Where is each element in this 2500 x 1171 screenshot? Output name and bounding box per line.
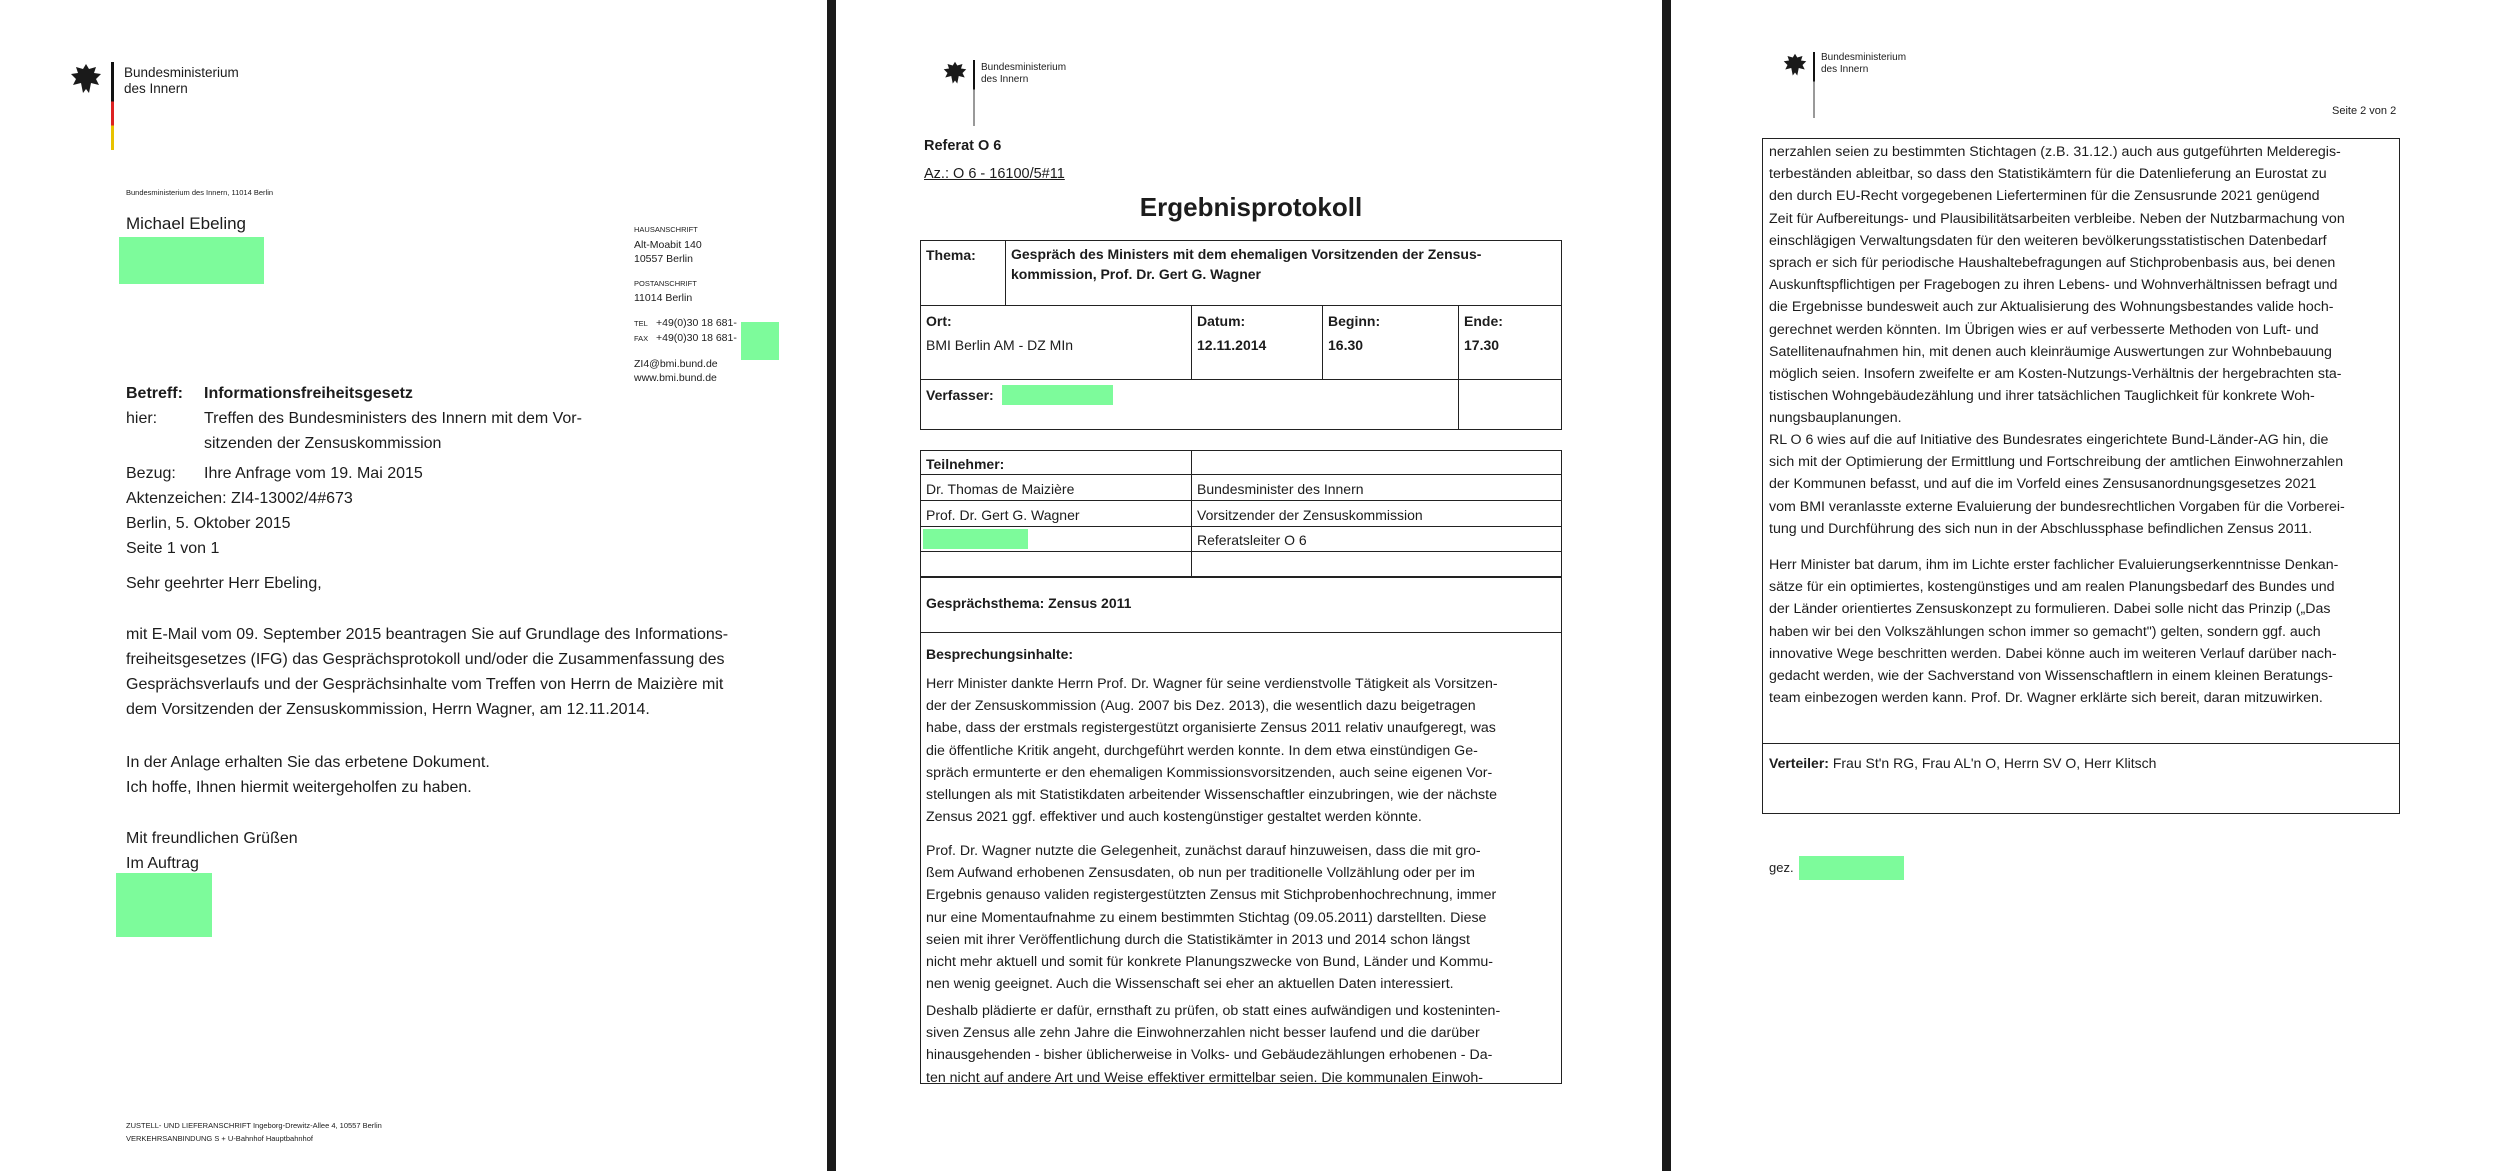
post-label: POSTANSCHRIFT [634,278,697,288]
ref-value: Ihre Anfrage vom 19. Mai 2015 [204,465,423,482]
datum-value: 12.11.2014 [1197,337,1267,353]
table-rule [920,551,1562,552]
minutes-paragraph [1769,554,2393,709]
closing-block [126,826,298,876]
text-line: die öffentliche Kritik angeht, durchgeführt werden konnte. In dem etwa einstündigen Ge- [926,742,1478,759]
letterhead-line1: Bundesministerium [981,62,1067,73]
here-label: hier: [126,410,158,427]
text-line: gerechnet werden könnten. Im Übrigen wies er auf verbesserte Methoden von Luft- und [1769,321,2319,338]
text-line: sätze für ein optimiertes, kostengünstiges und am realen Planungsbedarf des Bundes und [1769,579,2335,596]
salutation: Sehr geehrter Herr Ebeling, [126,575,322,592]
text-line: sich mit der Optimierung der Ermittlung und Fortschreibung der amtlichen Einwohnerzahlen [1769,454,2344,471]
text-line: stellungen als mit Statistikdaten arbeitender Wissenschaftler einzubringen, wie der nächste [926,787,1497,804]
contents-label: Besprechungsinhalte: [926,646,1074,662]
ende-value: 17.30 [1464,337,1500,353]
sender-line: Bundesministerium des Innern, 11014 Berlin [126,188,274,197]
recipient-name: Michael Ebeling [126,214,247,233]
participant-name: Prof. Dr. Gert G. Wagner [926,507,1080,523]
redaction [1002,385,1113,405]
subject-label: Betreff: [126,385,183,402]
address-block [634,223,737,386]
flag-bar [1813,52,1815,118]
text-line: Zensus 2021 ggf. effektiver und auch kostengünstiger gestaltet werden könnte. [926,809,1422,826]
text-line: haben wir bei den Volkszählungen schon immer so gemacht") gelten, sondern ggf. auch [1769,623,2321,640]
letter-body-2 [126,750,490,800]
table-rule [920,474,1562,475]
footer-line: VERKEHRSANBINDUNG S + U-Bahnhof Hauptbahnhof [126,1134,313,1143]
verfasser-label: Verfasser: [926,387,994,403]
table-rule [920,305,1562,306]
table-rule [1762,743,2400,744]
body-line: Ich hoffe, Ihnen hiermit weitergeholfen zu haben. [126,779,472,796]
distribution-line [1769,755,2156,771]
flag-bar [973,60,975,126]
footer-line: ZUSTELL- UND LIEFERANSCHRIFT Ingeborg-Drewitz-Allee 4, 10557 Berlin [126,1121,382,1130]
page-number: Seite 2 von 2 [2332,105,2397,117]
minutes-paragraph [1769,429,2393,540]
conversation-topic: Gesprächsthema: Zensus 2011 [926,595,1132,611]
house-street: Alt-Moabit 140 [634,238,702,251]
protocol-page-1 [836,0,1662,1171]
text-line: team einbezogen werden kann. Prof. Dr. Wagner erklärte sich bereit, daran mitzuwirken. [1769,690,2323,707]
text-line: RL O 6 wies auf die auf Initiative des Bundesrates eingerichtete Bund-Länder-AG hin, die [1769,432,2329,448]
text-line: innovative Wege beschritten werden. Dabei könne auch im weiteren Verlauf darüber nach- [1769,645,2337,662]
participant-role: Bundesminister des Innern [1197,481,1364,497]
here-line2: sitzenden der Zensuskommission [204,435,442,452]
beginn-value: 16.30 [1328,337,1364,353]
text-line: nur eine Momentaufnahme zu einem bestimmten Stichtag (09.05.2011) darstellten. Diese [926,909,1487,926]
subject-value: Informationsfreiheitsgesetz [204,385,413,402]
thema-value [1011,244,1556,284]
tel-label: TEL [634,318,648,328]
letter-body-1 [126,622,766,722]
table-rule [1191,450,1192,577]
redaction [923,529,1028,549]
letterhead-line2: des Innern [1821,63,1869,75]
body-line: freiheitsgesetzes (IFG) das Gesprächsprotokoll und/oder die Zusammenfassung des [126,651,725,668]
file-number: Aktenzeichen: ZI4-13002/4#673 [126,490,353,507]
fax-value: +49(0)30 18 681- [656,332,737,344]
house-city: 10557 Berlin [634,253,693,265]
text-line: gedacht werden, wie der Sachverstand von Wissenschaftlern in einem kleinen Beratungs- [1769,668,2333,685]
reference-block [126,461,423,561]
text-line: seien mit ihrer Veröffentlichung durch die Statistikämter in 2013 und 2014 schon längst [926,931,1470,948]
here-line1: Treffen des Bundesministers des Innern mit dem Vor- [204,410,582,427]
signature-redaction [116,873,212,937]
minutes-paragraph [1769,141,2393,430]
thema-label: Thema: [926,247,976,263]
text-line: der Kommunen befasst, und auf die im Vorfeld eines Zensusanordnungsgesetzes 2021 [1769,476,2317,493]
minutes-paragraph [926,1000,1556,1089]
text-line: tung und Durchführung des sich nun in der Abschlussphase befindlichen Zensus 2011. [1769,520,2313,537]
web-link[interactable]: www.bmi.bund.de [634,372,717,384]
text-line: terbeständen ableitbar, so dass den Statistikämtern für die Datenlieferung an Eurostat zu [1769,166,2327,183]
letterhead-line1: Bundesministerium [1821,52,1907,63]
text-line: der Länder orientiertes Zensuskonzept zu formulieren. Dabei solle nicht das Prinzip („Das [1769,601,2331,618]
participant-name: Dr. Thomas de Maizière [926,481,1075,497]
text-line: nerzahlen seien zu bestimmten Stichtagen (z.B. 31.12.) auch aus gutgeführten Melderegis- [1769,144,2341,160]
text-line: Zeit für Aufbereitungs- und Plausibilitätsarbeiten verbleibe. Neben der Nutzbarmachung von [1769,210,2345,227]
letterhead-line2: des Innern [981,73,1029,85]
text-line: Auskunftspflichtigen per Fragebogen zu ihren Lebens- und Wohnverhältnissen befragt und [1769,277,2338,294]
text-line: einschlägigen Verwaltungsdaten für den weiteren bevölkerungsstatistischen Datenbedarf [1769,232,2327,249]
ref-label: Bezug: [126,465,176,482]
footer [126,1119,382,1145]
post-city: 11014 Berlin [634,292,693,304]
table-rule [1191,305,1192,379]
body-line: Gesprächsverlaufs und der Gesprächsinhalte vom Treffen von Herrn de Maizière mit [126,676,724,693]
ende-label: Ende: [1464,313,1503,329]
federal-eagle-icon [1783,52,1807,78]
redaction [741,322,779,360]
text-line: sprach er sich für periodische Haushaltebefragungen auf Stichprobenbasis aus, bei denen [1769,255,2336,272]
text-line: spräch ermunterte er den ehemaligen Kommissionsvorsitzenden, auch seine eigenen Vor- [926,764,1493,781]
participant-role: Vorsitzender der Zensuskommission [1197,507,1423,523]
text-line: ßem Aufwand erhobenen Zensusdaten, ob nun per traditionelle Vollzählung oder per im [926,865,1475,882]
text-line: der der Zensuskommission (Aug. 2007 bis Dez. 2013), die wesentlich dazu beigetragen [926,698,1476,715]
beginn-label: Beginn: [1328,313,1381,329]
closing-line: Mit freundlichen Grüßen [126,830,298,847]
teilnehmer-label: Teilnehmer: [926,456,1005,472]
file-reference: Az.: O 6 - 16100/5#11 [924,166,1065,182]
subject-block [126,381,582,456]
letterhead-line1: Bundesministerium [124,65,239,80]
email-link[interactable]: ZI4@bmi.bund.de [634,357,718,370]
signature-prefix: gez. [1769,860,1794,875]
house-label: HAUSANSCHRIFT [634,225,698,234]
text-line: möglich seien. Insofern zweifelte er am Kosten-Nutzungs-Verhältnis der hergebrachten sta- [1769,366,2342,383]
closing-line: Im Auftrag [126,855,199,872]
table-rule [920,632,1562,633]
table-rule [920,500,1562,501]
datum-label: Datum: [1197,313,1246,329]
participant-role: Referatsleiter O 6 [1197,532,1307,548]
text-line: die Ergebnisse bundesweit auch zur Aktualisierung des Wohnungsbestandes valide hoch- [1769,299,2334,316]
referat: Referat O 6 [924,138,1002,154]
redaction [119,237,264,284]
protocol-page-2 [1671,0,2500,1171]
text-line: Herr Minister bat darum, ihm im Lichte erster fachlicher Evaluierungserkenntnisse Denkan- [1769,557,2339,573]
minutes-paragraph [926,673,1556,828]
fax-label: FAX [634,334,649,343]
table-rule [920,526,1562,527]
text-line: Prof. Dr. Wagner nutzte die Gelegenheit, zunächst darauf hinzuweisen, dass die mit gro- [926,843,1481,859]
text-line: hinausgehenden - bisher üblicherweise in Volks- und Gebäudezählungen erhobenen - Da- [926,1047,1493,1064]
text-line: siven Zensus alle zehn Jahre die Einwohnerzahlen nicht besser laufend und die darüber [926,1025,1480,1042]
text-line: Herr Minister dankte Herrn Prof. Dr. Wagner für seine verdienstvolle Tätigkeit als Vorsitzen- [926,676,1498,692]
text-line: ten nicht auf andere Art und Weise effektiver ermittelbar seien. Die kommunalen Einwoh- [926,1069,1484,1086]
text-line: vom BMI veranlasste externe Evaluierung der bundesrechtlichen Vorgaben für die Vorberei- [1769,498,2345,515]
letterhead [124,65,239,96]
letterhead [981,62,1066,85]
text-line: nungsbauplanungen. [1769,410,1902,427]
page-count: Seite 1 von 1 [126,540,220,557]
text-line: Ergebnis genauso validen registergestützten Zensus mit Stichprobenhochrechnung, immer [926,887,1497,904]
thema-line: kommission, Prof. Dr. Gert G. Wagner [1011,266,1261,282]
distribution-label: Verteiler: [1769,755,1829,771]
letterhead-line2: des Innern [124,80,188,96]
text-line: den durch EU-Recht vorgegebenen Lieferterminen für die Zensusrunde 2021 genügend [1769,188,2320,205]
body-line: mit E-Mail vom 09. September 2015 beantragen Sie auf Grundlage des Informations- [126,626,729,643]
thema-line: Gespräch des Ministers mit dem ehemaligen Vorsitzenden der Zensus- [1011,246,1482,262]
tel-value: +49(0)30 18 681- [656,316,737,329]
minutes-paragraph [926,840,1556,995]
table-rule [1005,240,1006,305]
table-rule [920,379,1562,380]
federal-eagle-icon [70,62,102,96]
text-line: tistischen Wohngebäudezählung und ihrer tatsächlichen Tauglichkeit für konkrete Woh- [1769,388,2315,405]
flag-bar [111,62,114,150]
text-line: habe, dass der erstmals registergestützt organisierte Zensus 2011 relativ unaufgeregt, was [926,720,1496,737]
text-line: Satellitenaufnahmen hin, mit denen auch kleinräumige Auswertungen zur Wohnbebauung [1769,343,2332,360]
letterhead [1821,52,1906,75]
letter-date: Berlin, 5. Oktober 2015 [126,515,291,532]
body-line: In der Anlage erhalten Sie das erbetene Dokument. [126,754,490,771]
distribution-value: Frau St'n RG, Frau AL'n O, Herrn SV O, Herr Klitsch [1832,755,2157,771]
cover-letter-page [0,0,827,1171]
ort-value: BMI Berlin AM - DZ MIn [926,337,1074,353]
text-line: nicht mehr aktuell und somit für konkrete Planungszwecke von Bund, Länder und Kommu- [926,954,1494,971]
federal-eagle-icon [943,60,967,86]
text-line: nen wenig geeignet. Auch die Wissenschaft sei eher an aktuellen Daten interessiert. [926,976,1454,993]
ort-label: Ort: [926,313,952,329]
table-rule [1322,305,1323,379]
page-title: Ergebnisprotokoll [1139,192,1363,222]
body-line: dem Vorsitzenden der Zensuskommission, Herrn Wagner, am 12.11.2014. [126,701,650,718]
text-line: Deshalb plädierte er dafür, ernsthaft zu prüfen, ob statt eines aufwändigen und kosteninten- [926,1003,1501,1019]
table-rule [1458,305,1459,430]
signature-redaction [1799,856,1904,880]
